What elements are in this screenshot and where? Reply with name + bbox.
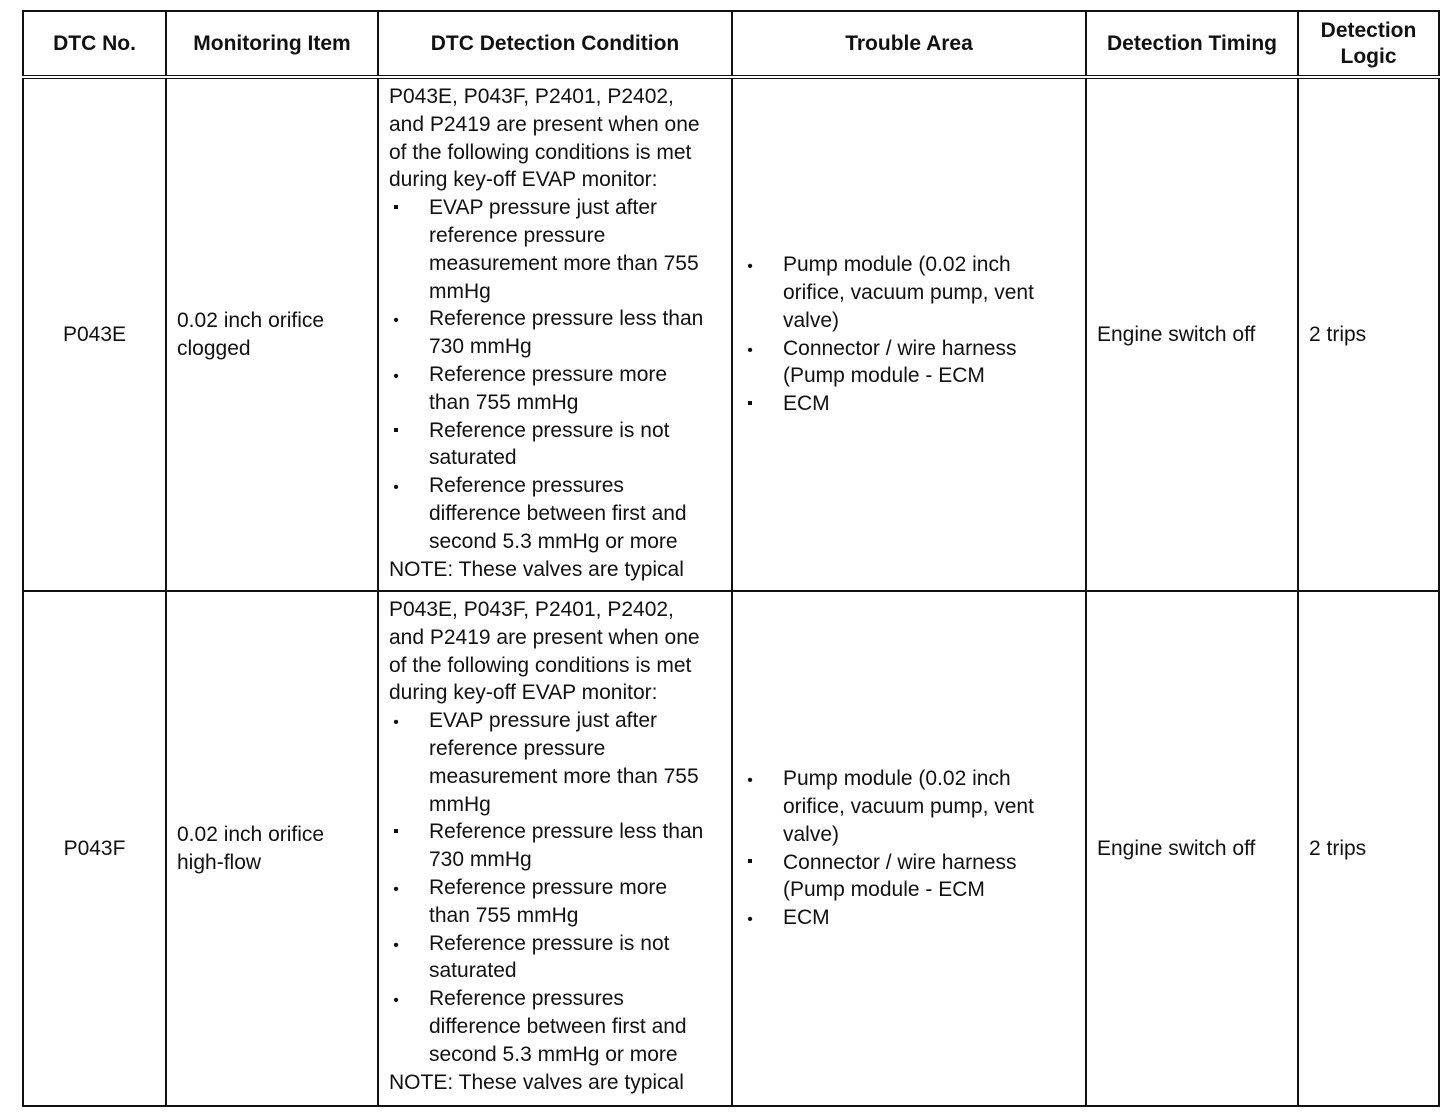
condition-item-line: EVAP pressure just after [429, 196, 657, 220]
trouble-area-item-line: (Pump module - ECM [783, 878, 985, 902]
header-monitoring-item: Monitoring Item [166, 11, 378, 77]
detection-timing-cell [1086, 77, 1298, 591]
condition-list [389, 194, 725, 555]
header-detection-condition: DTC Detection Condition [378, 11, 732, 77]
header-detection-logic [1298, 11, 1439, 77]
condition-item [389, 305, 725, 361]
trouble-area-item-line: valve) [783, 822, 840, 846]
dot-bullet-icon [743, 251, 757, 281]
dtc-code-cell [23, 591, 166, 1106]
monitoring-item-line: 0.02 inch orifice [177, 822, 325, 846]
condition-lead-line: during key-off EVAP monitor: [389, 168, 658, 192]
condition-item-line: 730 mmHg [429, 335, 532, 359]
condition-item-line: than 755 mmHg [429, 903, 579, 927]
condition-item-line: saturated [429, 959, 517, 983]
trouble-area-item-line: Pump module (0.02 inch [783, 767, 1011, 791]
header-dtc-no: DTC No. [23, 11, 166, 77]
monitoring-item-line: clogged [177, 336, 251, 360]
header-detection-logic-line1: Detection [1320, 18, 1417, 42]
dot-bullet-icon [389, 472, 403, 502]
condition-item-line: reference pressure [429, 736, 606, 760]
detection-logic-cell [1298, 591, 1439, 1106]
condition-lead-line: and P2419 are present when one [389, 625, 700, 649]
condition-item-line: difference between first and [429, 501, 687, 525]
trouble-area-list [743, 251, 1085, 418]
trouble-area-item [743, 849, 1085, 905]
condition-lead-line: P043E, P043F, P2401, P2402, [389, 598, 674, 621]
condition-item [389, 417, 725, 473]
trouble-area-item-line: orifice, vacuum pump, vent [783, 794, 1034, 818]
square-bullet-icon [389, 818, 403, 846]
condition-item-line: mmHg [429, 792, 491, 816]
condition-item-line: than 755 mmHg [429, 390, 579, 414]
dot-bullet-icon [389, 874, 403, 904]
condition-note: NOTE: These valves are typical [389, 557, 684, 581]
condition-lead-line: during key-off EVAP monitor: [389, 681, 658, 705]
dot-bullet-icon [389, 305, 403, 335]
header-detection-timing: Detection Timing [1086, 11, 1298, 77]
trouble-area-cell [732, 77, 1086, 591]
header-detection-logic-line2: Logic [1340, 44, 1397, 68]
condition-lead [389, 596, 725, 707]
condition-item-line: Reference pressure is not [429, 931, 670, 955]
table-row [23, 591, 1439, 1106]
detection-condition-cell [378, 591, 732, 1106]
square-bullet-icon [743, 390, 757, 418]
detection-timing-cell [1086, 591, 1298, 1106]
condition-item-line: Reference pressures [429, 474, 624, 498]
trouble-area-item-line: Connector / wire harness [783, 850, 1017, 874]
condition-item-line: Reference pressure less than [429, 820, 704, 844]
dot-bullet-icon [743, 765, 757, 795]
condition-item [389, 874, 725, 930]
trouble-area-item-line: (Pump module - ECM [783, 364, 985, 388]
header-row [23, 11, 1439, 77]
condition-note: NOTE: These valves are typical [389, 1070, 684, 1094]
dtc-table [22, 10, 1440, 1107]
condition-lead-line: P043E, P043F, P2401, P2402, [389, 85, 674, 108]
detection-logic-cell [1298, 77, 1439, 591]
condition-lead-line: of the following conditions is met [389, 140, 692, 164]
dtc-code: P043F [63, 836, 126, 860]
condition-item-line: saturated [429, 446, 517, 470]
condition-lead-line: and P2419 are present when one [389, 112, 700, 136]
dtc-code-cell [23, 77, 166, 591]
dot-bullet-icon [389, 930, 403, 960]
trouble-area-item [743, 335, 1085, 391]
condition-item-line: difference between first and [429, 1014, 687, 1038]
header-trouble-area: Trouble Area [732, 11, 1086, 77]
condition-item [389, 361, 725, 417]
condition-item-line: second 5.3 mmHg or more [429, 1042, 678, 1066]
condition-item-line: Reference pressure more [429, 875, 668, 899]
dot-bullet-icon [743, 904, 757, 934]
monitoring-item-cell [166, 591, 378, 1106]
condition-item [389, 818, 725, 874]
condition-item-line: EVAP pressure just after [429, 709, 657, 733]
condition-item-line: mmHg [429, 279, 491, 303]
trouble-area-item-line: Pump module (0.02 inch [783, 253, 1011, 277]
condition-item-line: Reference pressures [429, 987, 624, 1011]
detection-condition-cell [378, 77, 732, 591]
detection-logic: 2 trips [1309, 322, 1367, 346]
condition-item [389, 472, 725, 555]
dot-bullet-icon [743, 335, 757, 365]
dot-bullet-icon [389, 361, 403, 391]
detection-timing: Engine switch off [1097, 836, 1256, 860]
dot-bullet-icon [389, 985, 403, 1015]
dtc-code: P043E [62, 322, 127, 346]
condition-item-line: Reference pressure more [429, 362, 668, 386]
trouble-area-item-line: Connector / wire harness [783, 336, 1017, 360]
square-bullet-icon [743, 849, 757, 877]
condition-list [389, 707, 725, 1068]
square-bullet-icon [389, 417, 403, 445]
condition-lead [389, 83, 725, 194]
condition-item [389, 707, 725, 818]
condition-item-line: Reference pressure is not [429, 418, 670, 442]
trouble-area-cell [732, 591, 1086, 1106]
monitoring-item-line: 0.02 inch orifice [177, 308, 325, 332]
trouble-area-item [743, 904, 1085, 932]
trouble-area-item-line: ECM [783, 392, 830, 416]
condition-item-line: measurement more than 755 [429, 251, 699, 275]
condition-item-line: measurement more than 755 [429, 764, 699, 788]
trouble-area-item [743, 251, 1085, 334]
detection-logic: 2 trips [1309, 836, 1367, 860]
detection-timing: Engine switch off [1097, 322, 1256, 346]
trouble-area-item-line: valve) [783, 308, 840, 332]
condition-item-line: reference pressure [429, 223, 606, 247]
condition-item-line: 730 mmHg [429, 848, 532, 872]
condition-item [389, 985, 725, 1068]
dot-bullet-icon [389, 707, 403, 737]
table-row [23, 77, 1439, 591]
condition-item [389, 194, 725, 305]
condition-item-line: second 5.3 mmHg or more [429, 529, 678, 553]
trouble-area-list [743, 765, 1085, 932]
trouble-area-item [743, 765, 1085, 848]
monitoring-item-line: high-flow [177, 850, 262, 874]
condition-lead-line: of the following conditions is met [389, 653, 692, 677]
trouble-area-item-line: orifice, vacuum pump, vent [783, 280, 1034, 304]
monitoring-item-cell [166, 77, 378, 591]
trouble-area-item-line: ECM [783, 906, 830, 930]
trouble-area-item [743, 390, 1085, 418]
square-bullet-icon [389, 194, 403, 222]
condition-item [389, 930, 725, 986]
condition-item-line: Reference pressure less than [429, 307, 704, 331]
